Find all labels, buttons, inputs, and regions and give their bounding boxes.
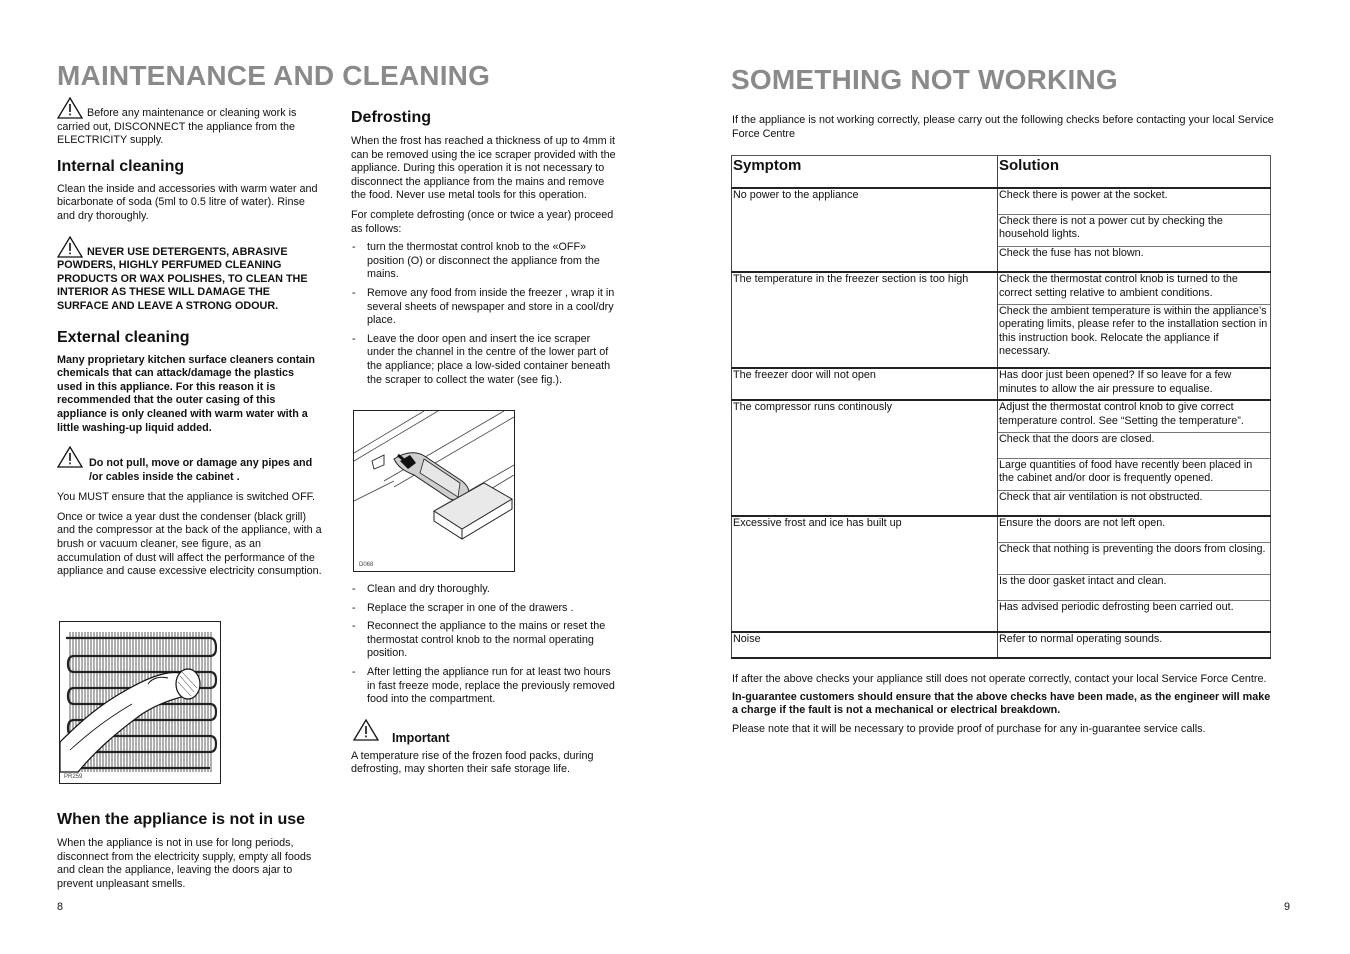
switch-off-text: You MUST ensure that the appliance is switched OFF. bbox=[57, 491, 316, 504]
condenser-illustration bbox=[60, 622, 220, 783]
important-heading-row bbox=[351, 719, 616, 743]
column-header-symptom: Symptom bbox=[732, 156, 998, 189]
after-checks-text: If after the above checks your appliance still does not operate correctly, contact your local Service Force Centre. bbox=[732, 673, 1267, 685]
table-row bbox=[732, 516, 1271, 542]
page-number-right: 9 bbox=[1284, 901, 1291, 913]
list-item: - turn the thermostat control knob to the «OFF» position (O) or disconnect the appliance from the mains. bbox=[351, 241, 616, 282]
page-number-left: 8 bbox=[57, 901, 64, 913]
solution-cell: Refer to normal operating sounds. bbox=[998, 632, 1271, 658]
internal-cleaning-heading: Internal cleaning bbox=[57, 157, 185, 175]
external-cleaning-heading: External cleaning bbox=[57, 328, 190, 346]
defrosting-steps-2-section bbox=[351, 583, 616, 777]
defrosting-text-2: For complete defrosting (once or twice a year) proceed as follows: bbox=[351, 208, 614, 235]
table-row bbox=[732, 272, 1271, 304]
list-item: - Replace the scraper in one of the drawers . bbox=[351, 602, 616, 616]
list-item: - Clean and dry thoroughly. bbox=[351, 583, 616, 597]
warning-icon bbox=[353, 719, 379, 741]
symptom-cell: The freezer door will not open bbox=[732, 368, 998, 400]
symptom-cell: The compressor runs continously bbox=[732, 400, 998, 516]
table-row bbox=[732, 368, 1271, 400]
warning-icon bbox=[57, 97, 83, 119]
intro-warning: Before any maintenance or cleaning work is carried out, DISCONNECT the appliance from the ELECTRICITY supply. bbox=[57, 97, 322, 148]
troubleshooting-intro: If the appliance is not working correctly, please carry out the following checks before contacting your local Service Force Centre bbox=[732, 114, 1274, 140]
symptom-cell: No power to the appliance bbox=[732, 188, 998, 272]
solution-cell: Check the ambient temperature is within the appliance’s operating limits, please refer to the installation section in this instruction book. Relocate the appliance if necessary. bbox=[998, 304, 1271, 368]
internal-cleaning-text: Clean the inside and accessories with warm water and bicarbonate of soda (5ml to 0.5 litre of water). Rinse and dry thoroughly. bbox=[57, 182, 318, 222]
list-item: - Reconnect the appliance to the mains or reset the thermostat control knob to the normal operating position. bbox=[351, 620, 616, 661]
internal-cleaning-warning: NEVER USE DETERGENTS, ABRASIVE POWDERS, HIGHLY PERFUMED CLEANING PRODUCTS OR WAX POLISHES, TO CLEAN THE INTERIOR AS THESE WILL DAMAGE THE SURFACE AND LEAVE A STRONG ODOUR. bbox=[57, 236, 322, 314]
figure-code: PR259 bbox=[64, 774, 83, 780]
solution-cell: Check the thermostat control knob is turned to the correct setting relative to ambient conditions. bbox=[998, 272, 1271, 304]
solution-cell: Check there is power at the socket. bbox=[998, 188, 1271, 214]
solution-cell: Large quantities of food have recently been placed in the cabinet and/or door is frequently opened. bbox=[998, 458, 1271, 490]
external-cleaning-bold-text: Many proprietary kitchen surface cleaners contain chemicals that can attack/damage the plastics used in this appliance. For this reason it is recommended that the outer casing of this appliance is only cleaned with warm water with a little washing-up liquid added. bbox=[57, 353, 316, 434]
after-checks-section bbox=[732, 673, 1302, 736]
figure-code: D068 bbox=[359, 562, 374, 568]
important-text: A temperature rise of the frozen food packs, during defrosting, may shorten their safe storage life. bbox=[351, 749, 594, 776]
defrosting-section bbox=[351, 109, 616, 392]
solution-cell: Check that nothing is preventing the doors from closing. bbox=[998, 542, 1271, 574]
not-in-use-text: When the appliance is not in use for long periods, disconnect from the electricity supply, empty all foods and clean the appliance, leaving the doors ajar to prevent unpleasant smells. bbox=[57, 837, 312, 890]
solution-cell: Check that air ventilation is not obstructed. bbox=[998, 490, 1271, 516]
solution-cell: Has advised periodic defrosting been carried out. bbox=[998, 600, 1271, 632]
table-header-row bbox=[732, 156, 1271, 189]
symptom-cell: Noise bbox=[732, 632, 998, 658]
pipes-warning: Do not pull, move or damage any pipes and /or cables inside the cabinet . bbox=[57, 446, 322, 484]
solution-cell: Check the fuse has not blown. bbox=[998, 246, 1271, 272]
defrosting-heading: Defrosting bbox=[351, 109, 431, 126]
troubleshooting-table bbox=[731, 155, 1271, 659]
defrosting-steps-2 bbox=[351, 583, 616, 707]
left-column bbox=[57, 97, 322, 579]
list-item: - Remove any food from inside the freezer , wrap it in several sheets of newspaper and store in a cool/dry place. bbox=[351, 287, 616, 328]
symptom-cell: Excessive frost and ice has built up bbox=[732, 516, 998, 632]
not-in-use-heading: When the appliance is not in use bbox=[57, 811, 306, 828]
not-in-use-section bbox=[57, 811, 325, 891]
list-item: - After letting the appliance run for at least two hours in fast freeze mode, replace the previously removed food into the compartment. bbox=[351, 666, 616, 707]
ice-scraper-illustration bbox=[354, 411, 514, 571]
defrosting-text-1: When the frost has reached a thickness of up to 4mm it can be removed using the ice scraper provided with the appliance. During this operation it is not necessary to disconnect the appliance from the mains and remove the food. Never use metal tools for this operation. bbox=[351, 135, 616, 202]
table-row bbox=[732, 188, 1271, 214]
important-heading: Important bbox=[392, 730, 450, 745]
solution-cell: Has door just been opened? If so leave for a few minutes to allow the air pressure to equalise. bbox=[998, 368, 1271, 400]
symptom-cell: The temperature in the freezer section is too high bbox=[732, 272, 998, 368]
defrosting-figure bbox=[353, 410, 515, 572]
column-header-solution: Solution bbox=[998, 156, 1271, 189]
list-item: - Leave the door open and insert the ice scraper under the channel in the centre of the lower part of the appliance; place a low-sided container beneath the scraper to collect the water (see fig.). bbox=[351, 333, 616, 387]
defrosting-steps-1 bbox=[351, 241, 616, 387]
condenser-dust-text: Once or twice a year dust the condenser (black grill) and the compressor at the back of the appliance, with a brush or vacuum cleaner, see figure, as an accumulation of dust will affect the performance of the appliance and cause excessive electricity consumption. bbox=[57, 510, 322, 578]
guarantee-text: In-guarantee customers should ensure that the above checks have been made, as the engineer will make a charge if the fault is not a mechanical or electrical breakdown. bbox=[732, 690, 1271, 717]
table-row bbox=[732, 632, 1271, 658]
page-title-troubleshooting: SOMETHING NOT WORKING bbox=[731, 64, 1118, 95]
page-title-maintenance: MAINTENANCE AND CLEANING bbox=[57, 60, 491, 91]
solution-cell: Check there is not a power cut by checking the household lights. bbox=[998, 214, 1271, 246]
warning-icon bbox=[57, 446, 83, 468]
solution-cell: Is the door gasket intact and clean. bbox=[998, 574, 1271, 600]
warning-icon bbox=[57, 236, 83, 258]
solution-cell: Adjust the thermostat control knob to give correct temperature control. See “Setting the temperature”. bbox=[998, 400, 1271, 432]
proof-of-purchase-text: Please note that it will be necessary to provide proof of purchase for any in-guarantee service calls. bbox=[732, 722, 1206, 735]
table-row bbox=[732, 400, 1271, 432]
condenser-cleaning-figure bbox=[59, 621, 221, 784]
solution-cell: Ensure the doors are not left open. bbox=[998, 516, 1271, 542]
solution-cell: Check that the doors are closed. bbox=[998, 432, 1271, 458]
